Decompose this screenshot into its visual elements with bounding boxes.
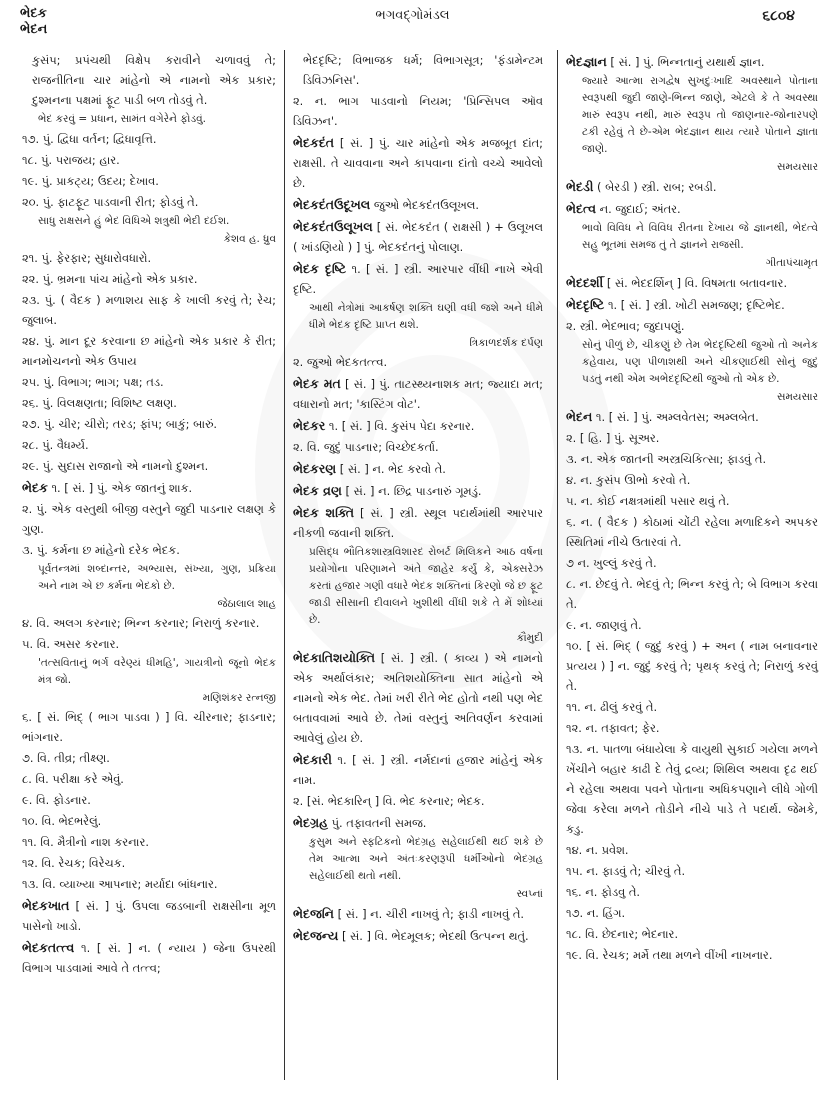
usage-quotation: સાધુ રાક્ષસને હું ભેદ વિધિએ શત્રુથી ભેદી દઈશ. bbox=[38, 215, 230, 227]
entry-headword: ભેદત્વ bbox=[566, 201, 597, 216]
entry-headword: ભેદજન્ય bbox=[293, 928, 339, 943]
dictionary-entry bbox=[293, 133, 543, 193]
sense-definition: ૫. વિ. અસર કરનાર. bbox=[22, 637, 120, 651]
entry-headword: ભેદકદંતઉદૂખલ bbox=[293, 197, 371, 212]
sense-definition: ૧૯. પું. પ્રાકટ્ય; ઉદય; દેખાવ. bbox=[22, 174, 159, 188]
dictionary-entry bbox=[566, 407, 818, 427]
entry-definition: ૧. [ સં. ] ન. ( ન્યાય ) જેના ઉપરથી વિભાગ પાડવામાં આવે તે તત્ત્વ; bbox=[22, 941, 276, 975]
dictionary-entry bbox=[22, 478, 276, 498]
quotation-source: મણિશંકર રત્નજી bbox=[202, 692, 276, 704]
sense-definition: ૨. સ્ત્રી. ભેદભાવ; જુદાપણું. bbox=[566, 319, 685, 333]
entry-headword: ભેદકારી bbox=[293, 752, 332, 767]
entry-headword: ભેદદર્શી bbox=[566, 275, 604, 290]
sense-definition: ૮. વિ. પરીક્ષા કરે એવું. bbox=[22, 772, 124, 786]
sense-definition: ૧૬. ન. ફોડવુ તે. bbox=[566, 885, 641, 899]
sense-definition: ૪. વિ. અલગ કરનાર; ભિન્ન કરનાર; નિરાળું કરનાર. bbox=[22, 616, 260, 630]
sense-definition: ૧૨. ન. તફાવત; ફેર. bbox=[566, 721, 660, 735]
entry-headword: ભેદક શક્તિ bbox=[293, 505, 355, 520]
sense-definition: ૧૭. પું. દ્વિધા વર્તન; દ્વિધાવૃત્તિ. bbox=[22, 132, 157, 146]
quotation-source: સ્વપ્નાં bbox=[516, 888, 543, 900]
sense-definition: ૯. વિ. ફોડનાર. bbox=[22, 793, 91, 807]
continued-definition: કુસંપ; પ્રપંચથી વિક્ષેપ કરાવીને ચળાવવું તે; રાજનીતિના ચાર માંહેનો એ નામનો એક પ્રકાર; દુશ્મનના પક્ષમાં ફૂટ પાડી બળ તોડવું તે. bbox=[32, 53, 276, 107]
entry-definition: ૧. [ સં. ] પું. અમ્લવેતસ; અમ્લબેત. bbox=[592, 410, 759, 424]
entry-headword: ભેદન bbox=[566, 409, 593, 424]
column-1 bbox=[22, 50, 276, 979]
usage-quotation: ભાવો વિવિધ ને વિવિધ રીતના દેખાય જે જ્ઞાનથી, ભેદત્વે સહુ ભૂતમાં સમજ તું તે જ્ઞાનને રાજસી. bbox=[582, 222, 818, 251]
quotation-source: સમયસાર bbox=[776, 391, 818, 403]
entry-headword: ભેદડી bbox=[566, 179, 594, 194]
dictionary-entry bbox=[293, 195, 543, 215]
sense-definition: ૧૧. વિ. મૈત્રીનો નાશ કરનાર. bbox=[22, 835, 149, 849]
usage-quotation: કુસુમ અને સ્ફટિકનો ભેદગ્રહ સહેલાઈથી થઈ શકે છે તેમ આત્મા અને અંતઃકરણરૂપી ધર્મીઓનો ભેદગ્રહ સહેલાઈથી થતો નથી. bbox=[309, 836, 543, 882]
entry-headword: ભેદક દૃષ્ટિ bbox=[293, 261, 347, 276]
sense-definition: ૨. પું. એક વસ્તુથી બીજી વસ્તુને જુદી પાડનાર લક્ષણ કે ગુણ. bbox=[22, 502, 276, 536]
page-number: ૬૮૦૪ bbox=[762, 8, 795, 24]
sense-definition: ૧૯. વિ. રેચક; મર્મે તથા મળને વીંખી નાખનાર. bbox=[566, 948, 773, 962]
usage-quotation: ભેદ કરવું = પ્રધાન, સામંત વગેરેને ફોડવું. bbox=[38, 113, 206, 125]
sense-definition: ૧૩. વિ. વ્યાખ્યા આપનાર; મર્યાદા બાંધનાર. bbox=[22, 877, 218, 891]
sense-definition: ૨. જુઓ ભેદકતત્ત્વ. bbox=[293, 355, 388, 369]
entry-definition: ૧. [ સં. ] સ્ત્રી. આરપાર વીંધી નાખે એવી દૃષ્ટિ. bbox=[293, 262, 543, 296]
entry-definition: જુઓ ભેદકદંતઉલૂખલ. bbox=[370, 198, 480, 212]
dictionary-entry bbox=[293, 374, 543, 414]
sense-definition: ૨૯. પું. સુદાસ રાજાનો એ નામનો દુશ્મન. bbox=[22, 459, 209, 473]
entry-definition: [ સં. ] પું. ભિન્નતાનું યથાર્થ જ્ઞાન. bbox=[606, 55, 765, 69]
sense-definition: ૪. ન. કુસંપ ઊભો કરવો તે. bbox=[566, 473, 691, 487]
continued-definition: ભેદદૃષ્ટિ; વિભાજક ધર્મ; વિભાગસૂત્ર; 'ફંડામેન્ટમ ડિવિઝનિસ'. bbox=[303, 53, 543, 87]
sense-definition: ૧૭. ન. હિંગ. bbox=[566, 906, 626, 920]
sense-definition: ૨૧. પું. ફેરફાર; સુધારોવધારો. bbox=[22, 251, 152, 265]
entry-definition: ૧. [ સં. ] સ્ત્રી. નર્મદાનાં હજાર માંહેનું એક નામ. bbox=[293, 753, 543, 787]
dictionary-entry bbox=[293, 416, 543, 436]
dictionary-entry bbox=[566, 273, 818, 293]
dictionary-entry bbox=[293, 813, 543, 833]
sense-definition: ૨૬. પું. વિલક્ષણતા; વિશિષ્ટ લક્ષણ. bbox=[22, 396, 177, 410]
entry-headword: ભેદજ્ઞાન bbox=[566, 54, 607, 69]
entry-headword: ભેદગ્રહ bbox=[293, 815, 329, 830]
sense-definition: ૧૧. ન. ઢીલું કરવું તે. bbox=[566, 700, 658, 714]
usage-quotation: 'તત્સવિતાનું ભર્ગ વરેણ્યં ધીમહિ', ગાયત્રીનો જૂનો ભેદક મંત્ર જો. bbox=[38, 657, 276, 686]
sense-definition: ૨. ન. ભાગ પાડવાનો નિયમ; 'પ્રિન્સિપલ ઑવ ડિવિઝન'. bbox=[293, 94, 543, 128]
quotation-source: સમયસાર bbox=[776, 161, 818, 173]
usage-quotation: પૂર્વતન્ત્રમાં શબ્દાન્તર, અભ્યાસ, સંખ્યા, ગુણ, પ્રક્રિયા અને નામ એ છ કર્મના ભેદકો છે. bbox=[38, 563, 276, 592]
entry-definition: [ સં. ] સ્ત્રી. ( કાવ્ય ) એ નામનો એક અર્થાલંકાર; અતિશયોક્તિના સાત માંહેનો એ નામનો એક ભેદ. તેમાં ખરી રીતે ભેદ હોતો નથી પણ ભેદ બતાવવામાં આવે છે. તેમાં વસ્તુનું અતિવર્ણન કરવામાં આવેલું હોય છે. bbox=[293, 651, 543, 745]
dictionary-entry bbox=[566, 295, 818, 315]
sense-definition: ૨૪. પું. માન દૂર કરવાના છ માંહેનો એક પ્રકાર કે રીત; માનમોચનનો એક ઉપાય bbox=[22, 334, 276, 368]
sense-definition: ૬. [ સં. ભિદ્ ( ભાગ પાડવા ) ] વિ. ચીરનાર; ફાડનાર; ભાંગનાર. bbox=[22, 710, 276, 744]
quotation-source: ગીતાપંચામૃત bbox=[765, 257, 818, 269]
dictionary-entry bbox=[293, 503, 543, 543]
sense-definition: ૨. [સં. ભેદકારિન્ ] વિ. ભેદ કરનાર; ભેદક. bbox=[293, 794, 485, 808]
entry-headword: ભેદકદંત bbox=[293, 135, 335, 150]
page-header bbox=[0, 0, 825, 50]
entry-definition: [ સં. ] વિ. ભેદમૂલક; ભેદથી ઉત્પન્ન થતું. bbox=[338, 929, 529, 943]
sense-definition: ૯. ન. જાણવું તે. bbox=[566, 618, 642, 632]
dictionary-entry bbox=[293, 750, 543, 790]
entry-headword: ભેદકાતિશયોક્તિ bbox=[293, 650, 375, 665]
quotation-source: કેશવ હ. ધ્રુવ bbox=[223, 233, 276, 245]
dictionary-entry bbox=[293, 648, 543, 748]
usage-quotation: સોનું પીળું છે, ચીકણું છે તેમ ભેદદૃષ્ટિથી જુઓ તો અનેક કહેવાય, પણ પીળાશથી અને ચીકણાઈથી સોનું જુદું પડતું નથી એમ અભેદદૃષ્ટિથી જુઓ તો એક છે. bbox=[582, 339, 818, 385]
entry-definition: [ સં. ] પું. તાટસ્થ્યનાશક મત; જ્યાદા મત; વધારાનો મત; 'કાસ્ટિંગ વોટ'. bbox=[293, 377, 543, 411]
entry-definition: [ સં. ] પું. ઉપલા જડબાની રાક્ષસીના મૂળ પાસેનો ખાડો. bbox=[22, 899, 276, 933]
entry-definition: [ સં. ] ન. છિદ્ર પાડનારું ગૂમડું. bbox=[341, 484, 482, 498]
entry-headword: ભેદકર bbox=[293, 418, 326, 433]
quotation-source: ત્રિકાળદર્શક દર્પણ bbox=[469, 337, 543, 349]
dictionary-entry bbox=[293, 459, 543, 479]
entry-definition: [ સં. ] સ્ત્રી. સ્થૂલ પદાર્થમાંથી આરપાર નીકળી જવાની શક્તિ. bbox=[293, 506, 543, 540]
entry-headword: ભેદકખાત bbox=[22, 898, 70, 913]
column-3 bbox=[557, 50, 818, 1080]
entry-definition: ૧. [ સં. ] સ્ત્રી. ખોટી સમજણ; દૃષ્ટિભેદ. bbox=[604, 298, 785, 312]
usage-quotation: જ્યારે આત્મા રાગદ્વેષ સુખદુઃખાદિ અવસ્થાને પોતાના સ્વરૂપથી જુદી જાણે-ભિન્ન જાણે, એટલે કે તે અવસ્થા મારું સ્વરૂપ નથી, મારું સ્વરૂપ તો જાણનાર-જોનારપણે ટકી રહેવું તે છે-એમ ભેદજ્ઞાન થાય ત્યારે પોતાને જ્ઞાતા જાણે. bbox=[582, 75, 818, 155]
sense-definition: ૧૨. વિ. રેચક; વિરેચક. bbox=[22, 856, 126, 870]
dictionary-entry bbox=[566, 199, 818, 219]
sense-definition: ૨૨. પું. ભ્રમના પાંચ માંહેનો એક પ્રકાર. bbox=[22, 272, 198, 286]
dictionary-entry bbox=[566, 177, 818, 197]
sense-definition: ૧૩. ન. પાતળા બંધાયેલા કે વાયુથી સુકાઈ ગયેલા મળને ખેંચીને બહાર કાઢી દે તેવું દ્રવ્ય; શિથિલ અથવા દૃઢ થઈ ને રહેલા અથવા પવને પોતાના અધિકપણાને લીધે ગોળી જેવા કરેલા મળને તોડીને નીચે પાડે તે પદાર્થ. જેમકે, કડુ. bbox=[566, 742, 818, 836]
usage-quotation: પ્રસિદ્ધ ભૌતિકશાસ્ત્રવિશારદ રોબર્ટ મિલિકને આઠ વર્ષના પ્રયોગોના પરિણામને અંતે જાહેર કર્યું કે, એક્સરેઝ કરતાં હજાર ગણી વધારે ભેદક શક્તિનાં કિરણો જે છ ફૂટ જાડી સીસાની દીવાલને ખુશીથી વીંધી શકે તે મેં શોધ્યાં છે. bbox=[309, 546, 543, 626]
sense-definition: ૨૦. પું. ફાટફૂટ પાડવાની રીત; ફોડવું તે. bbox=[22, 195, 199, 209]
entry-definition: ૧. [ સં. ] પું. એક જાતનું શાક. bbox=[47, 481, 193, 495]
dictionary-entry bbox=[293, 217, 543, 257]
sense-definition: ૨૫. પું. વિભાગ; ભાગ; પક્ષ; તડ. bbox=[22, 375, 164, 389]
page-title: ભગવદ્ગોમંડલ bbox=[375, 8, 450, 23]
sense-definition: ૨૭. પું. ચીર; ચીરો; તરડ; ફાંપ; બાકું; બારું. bbox=[22, 417, 218, 431]
entry-definition: પું. તફાવતની સમજ. bbox=[328, 816, 427, 830]
entry-definition: [ સં. ] ન. ચીરી નાખવું તે; ફાડી નાખવું તે. bbox=[333, 907, 524, 921]
dictionary-entry bbox=[293, 904, 543, 924]
sense-definition: ૧૫. ન. ફાડવું તે; ચીરવું તે. bbox=[566, 864, 686, 878]
sense-definition: ૮. ન. છેદવું તે. ભેદવું તે; ભિન્ન કરવું તે; બે વિભાગ કરવા તે. bbox=[566, 577, 818, 611]
quotation-source: જેઠાલાલ શાહ bbox=[217, 598, 276, 610]
entry-headword: ભેદક વ્રણ bbox=[293, 483, 342, 498]
entry-definition: ન. જુદાઈ; અંતર. bbox=[596, 202, 681, 216]
entry-headword: ભેદદૃષ્ટિ bbox=[566, 297, 605, 312]
dictionary-entry bbox=[22, 938, 276, 978]
sense-definition: ૧૮. વિ. છેદનાર; ભેદનાર. bbox=[566, 927, 679, 941]
guide-word-first: ભેદક bbox=[20, 6, 47, 21]
entry-headword: ભેદક મત bbox=[293, 376, 341, 391]
sense-definition: ૧૪. ન. પ્રવેશ. bbox=[566, 843, 629, 857]
entry-headword: ભેદક bbox=[22, 480, 48, 495]
sense-definition: ૩. ન. એક જાતની અસ્ત્રચિકિત્સા; ફાડવું તે. bbox=[566, 452, 767, 466]
sense-definition: ૭. વિ. તીવ્ર; તીક્ષ્ણ. bbox=[22, 751, 110, 765]
entry-definition: [ સં. ભેદદર્શિન્ ] વિ. વિષમતા બતાવનાર. bbox=[603, 276, 788, 290]
sense-definition: ૨૮. પું. વૈધર્મ્ય. bbox=[22, 438, 89, 452]
sense-definition: ૫. ન. કોઈ નક્ષત્રમાંથી પસાર થવું તે. bbox=[566, 494, 730, 508]
sense-definition: ૧૮. પું. પરાજય; હાર. bbox=[22, 153, 120, 167]
sense-definition: ૨૩. પું. ( વૈદક ) મળાશય સાફ કે ખાલી કરવું તે; રેચ; જુલાબ. bbox=[22, 293, 276, 327]
sense-definition: ૧૦. વિ. ભેદભરેલું. bbox=[22, 814, 102, 828]
column-2 bbox=[284, 50, 543, 1080]
sense-definition: ૬. ન. ( વૈદક ) કોઠામાં ચોંટી રહેલા મળાદિકને અપકર સ્થિતિમાં નીચે ઉતારવાં તે. bbox=[566, 515, 818, 549]
entry-headword: ભેદકદંતઉલૂખલ bbox=[293, 219, 373, 234]
entry-headword: ભેદકતત્ત્વ bbox=[22, 940, 75, 955]
dictionary-entry bbox=[293, 926, 543, 946]
usage-quotation: આથી નેત્રોમાં આકર્ષણ શક્તિ ઘણી વધી જશે અને ધીમે ધીમે ભેદક દૃષ્ટિ પ્રાપ્ત થશે. bbox=[309, 302, 543, 331]
entry-headword: ભેદજનિ bbox=[293, 906, 334, 921]
dictionary-entry bbox=[566, 52, 818, 72]
sense-definition: ૨. વિ. જુદું પાડનાર; વિચ્છેદકર્તા. bbox=[293, 440, 439, 454]
entry-definition: [ સં. ભેદકદંત ( રાક્ષસી ) + ઉલૂખલ ( ખાંડણિયો ) ] પું. ભેદકદંતનું પોલાણ. bbox=[293, 220, 543, 254]
quotation-source: કૌમુદી bbox=[516, 632, 543, 644]
guide-word-last: ભેદન bbox=[20, 22, 48, 37]
dictionary-entry bbox=[293, 481, 543, 501]
dictionary-entry bbox=[293, 259, 543, 299]
dictionary-entry bbox=[22, 896, 276, 936]
entry-definition: ૧. [ સં. ] વિ. કુસંપ પેદા કરનાર. bbox=[325, 419, 475, 433]
sense-definition: ૧૦. [ સં. ભિદ્ ( જુદું કરવું ) + અન ( નામ બનાવનાર પ્રત્યય ) ] ન. જુદું કરવું તે; પૃથક્ કરવું તે; નિરાળું કરવું તે. bbox=[566, 639, 818, 693]
sense-definition: ૩. પું. કર્મના છ માંહેનો દરેક ભેદક. bbox=[22, 543, 180, 557]
sense-definition: ૭ ન. ખુલ્લું કરવું તે. bbox=[566, 556, 657, 570]
entry-definition: [ સં. ] પું. ચાર માંહેનો એક મજબૂત દાંત; રાક્ષસી. તે ચાવવાના અને કાપવાના દાંતો વચ્ચે આવેલો છે. bbox=[293, 136, 543, 190]
entry-definition: [ સં. ] ન. ભેદ કરવો તે. bbox=[336, 462, 446, 476]
entry-definition: ( બેરડી ) સ્ત્રી. રાબ; રબડી. bbox=[593, 180, 717, 194]
entry-headword: ભેદકરણ bbox=[293, 461, 337, 476]
sense-definition: ૨. [ હિ. ] પું. સૂઅર. bbox=[566, 431, 660, 445]
